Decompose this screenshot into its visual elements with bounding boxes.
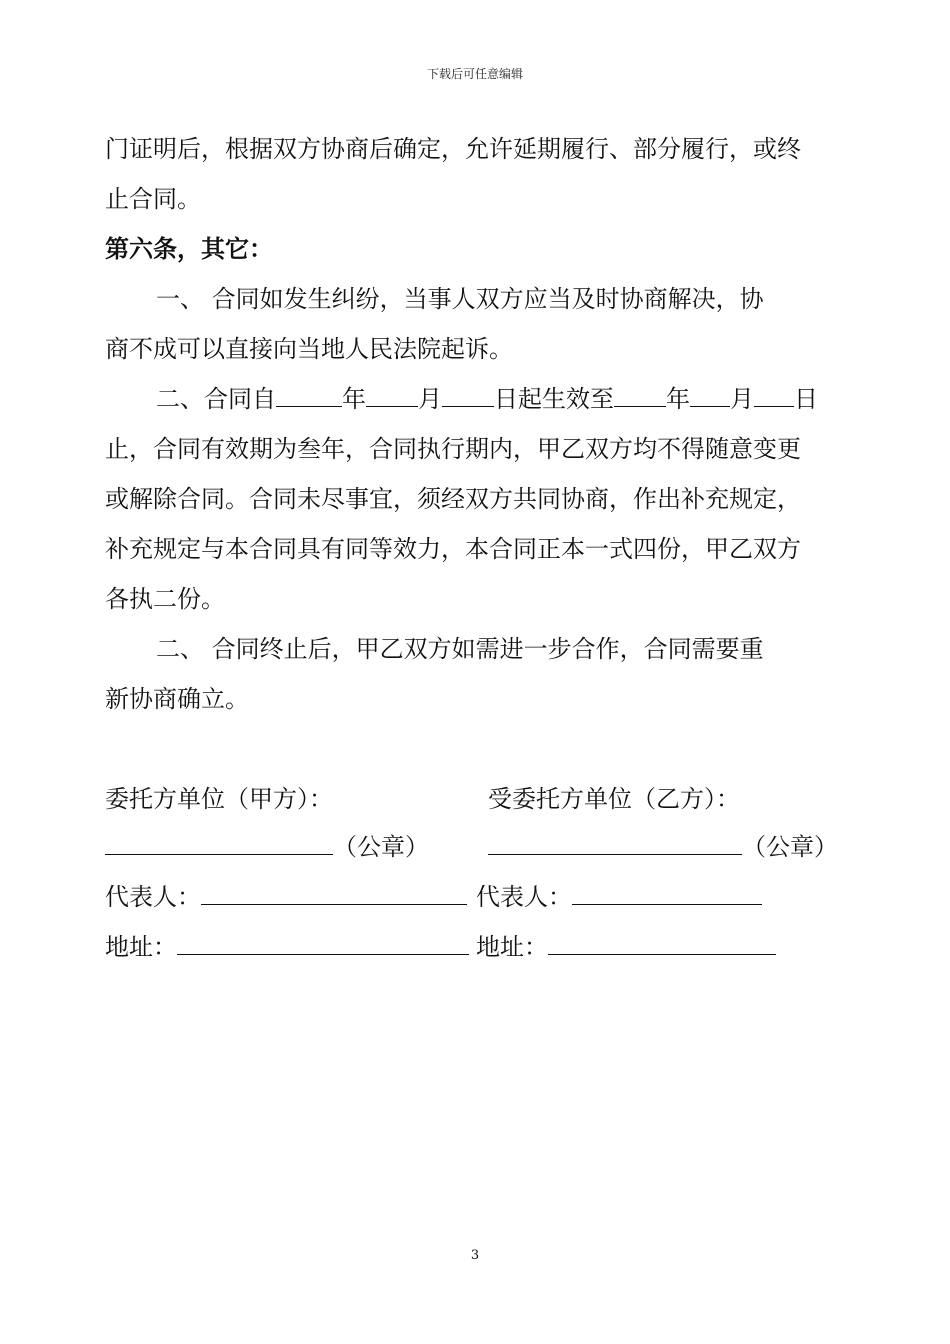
blank-start-day[interactable] xyxy=(442,384,494,407)
page-number: 3 xyxy=(470,1248,480,1263)
clause-1-line-2: 商不成可以直接向当地人民法院起诉。 xyxy=(105,335,513,363)
party-b-addr-blank[interactable] xyxy=(548,932,776,955)
party-a-rep-row xyxy=(105,882,467,912)
party-b-seal-row xyxy=(488,832,838,862)
blank-end-day[interactable] xyxy=(754,384,794,407)
continued-line-1: 门证明后，根据双方协商后确定，允许延期履行、部分履行，或终 xyxy=(105,135,801,163)
party-b-rep-row xyxy=(476,882,762,912)
party-a-label: 委托方单位（甲方）： xyxy=(105,785,333,813)
clause-2-prefix: 二、合同自 xyxy=(156,385,276,413)
party-b-seal-blank[interactable] xyxy=(488,832,742,855)
clause-3-line-2: 新协商确立。 xyxy=(105,685,249,713)
party-a-rep-blank[interactable] xyxy=(201,882,467,905)
continued-line-2: 止合同。 xyxy=(105,185,201,213)
clause-2-line-4: 补充规定与本合同具有同等效力，本合同正本一式四份，甲乙双方 xyxy=(105,535,801,563)
party-a-seal-row xyxy=(105,832,429,862)
party-a-seal-blank[interactable] xyxy=(105,832,333,855)
clause-2-month2-label: 月 xyxy=(730,385,754,413)
party-b-seal-label: （公章） xyxy=(742,833,838,861)
clause-2-day-end-label: 日 xyxy=(794,385,818,413)
header-note: 下载后可任意编辑 xyxy=(426,67,523,81)
party-b-addr-label: 地址： xyxy=(476,933,548,961)
clause-1-line-1: 一、 合同如发生纠纷，当事人双方应当及时协商解决，协 xyxy=(156,285,764,313)
clause-3-line-1: 二、 合同终止后，甲乙双方如需进一步合作，合同需要重 xyxy=(156,635,764,663)
party-b-rep-blank[interactable] xyxy=(572,882,762,905)
party-a-addr-blank[interactable] xyxy=(177,932,469,955)
party-b-addr-row xyxy=(476,932,776,962)
clause-2-line-2: 止，合同有效期为叁年，合同执行期内，甲乙双方均不得随意变更 xyxy=(105,435,801,463)
clause-2-year-label: 年 xyxy=(342,385,366,413)
blank-end-year[interactable] xyxy=(614,384,666,407)
clause-2-year2-label: 年 xyxy=(666,385,690,413)
party-a-rep-label: 代表人： xyxy=(105,883,201,911)
blank-start-month[interactable] xyxy=(366,384,418,407)
party-a-addr-row xyxy=(105,932,469,962)
clause-2-line-5: 各执二份。 xyxy=(105,585,225,613)
clause-2-line-1 xyxy=(156,384,818,414)
party-b-label: 受委托方单位（乙方）： xyxy=(488,785,740,813)
clause-2-day-start-label: 日起生效至 xyxy=(494,385,614,413)
article-six-title: 第六条，其它： xyxy=(105,234,273,263)
blank-end-month[interactable] xyxy=(690,384,730,407)
blank-start-year[interactable] xyxy=(276,384,342,407)
party-a-addr-label: 地址： xyxy=(105,933,177,961)
clause-2-line-3: 或解除合同。合同未尽事宜，须经双方共同协商，作出补充规定， xyxy=(105,485,801,513)
party-b-rep-label: 代表人： xyxy=(476,883,572,911)
clause-2-month-label: 月 xyxy=(418,385,442,413)
party-a-seal-label: （公章） xyxy=(333,833,429,861)
